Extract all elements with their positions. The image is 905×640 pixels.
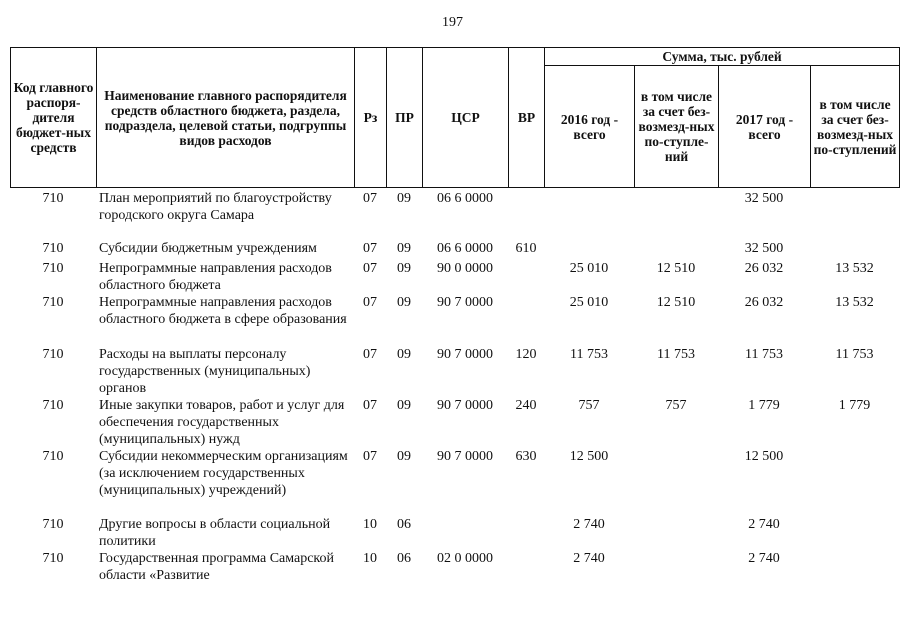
row-2017-total: 11 753 (745, 347, 783, 362)
row-code: 710 (42, 449, 64, 464)
row-2017-total: 32 500 (744, 241, 784, 256)
row-code: 710 (42, 241, 64, 256)
row-code: 710 (42, 191, 64, 206)
row-2016-total: 2 740 (573, 551, 605, 566)
row-pr: 09 (397, 449, 411, 464)
row-2016-grants: 11 753 (657, 347, 695, 362)
row-csr: 90 7 0000 (437, 449, 493, 464)
row-code: 710 (42, 261, 64, 276)
header-pr: ПР (387, 48, 423, 188)
header-2017-total: 2017 год - всего (719, 66, 811, 188)
row-name: Расходы на выплаты персоналу государственных (муниципальных) органов (99, 347, 311, 396)
row-name: Иные закупки товаров, работ и услуг для обеспечения государственных (муниципальных) нужд (99, 398, 345, 447)
row-2017-total: 2 740 (748, 517, 780, 532)
row-pr: 06 (397, 551, 411, 566)
row-2017-grants: 1 779 (838, 398, 871, 413)
row-csr: 06 6 0000 (437, 191, 493, 206)
row-name: Другие вопросы в области социальной политики (99, 517, 331, 549)
row-pr: 06 (397, 517, 411, 532)
row-2016-total: 25 010 (569, 261, 609, 276)
row-name: Субсидии некоммерческим организациям (за исключением государственных (муниципальных) учреждений) (99, 449, 348, 498)
row-rz: 07 (363, 241, 377, 256)
row-csr: 90 7 0000 (437, 347, 493, 362)
row-name: Государственная программа Самарской области «Развитие (99, 551, 335, 583)
row-2016-total: 25 010 (569, 295, 609, 310)
header-code: Код главного распоря-дителя бюджет-ных средств (11, 48, 97, 188)
row-vr: 240 (515, 398, 537, 413)
row-2017-grants: 13 532 (835, 261, 874, 276)
row-csr: 90 7 0000 (437, 398, 493, 413)
row-2016-grants: 757 (665, 398, 687, 413)
header-name: Наименование главного распорядителя средств областного бюджета, раздела, подраздела, целевой статьи, подгруппы видов расходов (97, 48, 355, 188)
row-csr: 90 7 0000 (437, 295, 493, 310)
row-rz: 10 (363, 551, 377, 566)
header-sum: Сумма, тыс. рублей (545, 48, 900, 66)
row-vr: 120 (515, 347, 537, 362)
row-2016-grants: 12 510 (656, 295, 696, 310)
row-code: 710 (42, 295, 64, 310)
row-csr: 02 0 0000 (437, 551, 493, 566)
row-pr: 09 (397, 241, 411, 256)
row-rz: 07 (363, 398, 377, 413)
row-pr: 09 (397, 398, 411, 413)
row-pr: 09 (397, 191, 411, 206)
row-vr: 630 (515, 449, 537, 464)
row-code: 710 (42, 517, 64, 532)
row-code: 710 (42, 551, 64, 566)
header-csr: ЦСР (423, 48, 509, 188)
header-vr: ВР (509, 48, 545, 188)
row-2017-total: 32 500 (744, 191, 784, 206)
row-rz: 07 (363, 347, 377, 362)
row-2016-total: 2 740 (573, 517, 605, 532)
row-rz: 07 (363, 191, 377, 206)
row-vr: 610 (515, 241, 537, 256)
row-pr: 09 (397, 347, 411, 362)
row-name: Субсидии бюджетным учреждениям (99, 241, 317, 256)
row-2016-total: 757 (578, 398, 600, 413)
header-2017-grants: в том числе за счет без-возмезд-ных по-ступлений (811, 66, 900, 188)
row-code: 710 (42, 347, 64, 362)
row-code: 710 (42, 398, 64, 413)
header-rz: Рз (355, 48, 387, 188)
row-2017-total: 1 779 (748, 398, 780, 413)
row-2017-grants: 11 753 (835, 347, 874, 362)
row-pr: 09 (397, 261, 411, 276)
header-2016-total: 2016 год - всего (545, 66, 635, 188)
row-rz: 07 (363, 261, 377, 276)
row-2017-total: 2 740 (748, 551, 780, 566)
row-name: Непрограммные направления расходов областного бюджета (99, 261, 332, 293)
row-rz: 10 (363, 517, 377, 532)
row-csr: 06 6 0000 (437, 241, 493, 256)
row-name: Непрограммные направления расходов областного бюджета в сфере образования (99, 295, 347, 327)
row-2017-total: 26 032 (744, 295, 784, 310)
row-2016-grants: 12 510 (656, 261, 696, 276)
row-2016-total: 11 753 (570, 347, 608, 362)
row-name: План мероприятий по благоустройству городского округа Самара (99, 191, 332, 223)
table-header (10, 47, 900, 188)
row-2017-total: 26 032 (744, 261, 784, 276)
row-2016-total: 12 500 (569, 449, 609, 464)
header-2016-grants: в том числе за счет без-возмезд-ных по-ступле-ний (635, 66, 719, 188)
page-number: 197 (442, 15, 463, 30)
row-pr: 09 (397, 295, 411, 310)
row-csr: 90 0 0000 (437, 261, 493, 276)
row-rz: 07 (363, 295, 377, 310)
row-rz: 07 (363, 449, 377, 464)
row-2017-grants: 13 532 (835, 295, 874, 310)
row-2017-total: 12 500 (744, 449, 784, 464)
